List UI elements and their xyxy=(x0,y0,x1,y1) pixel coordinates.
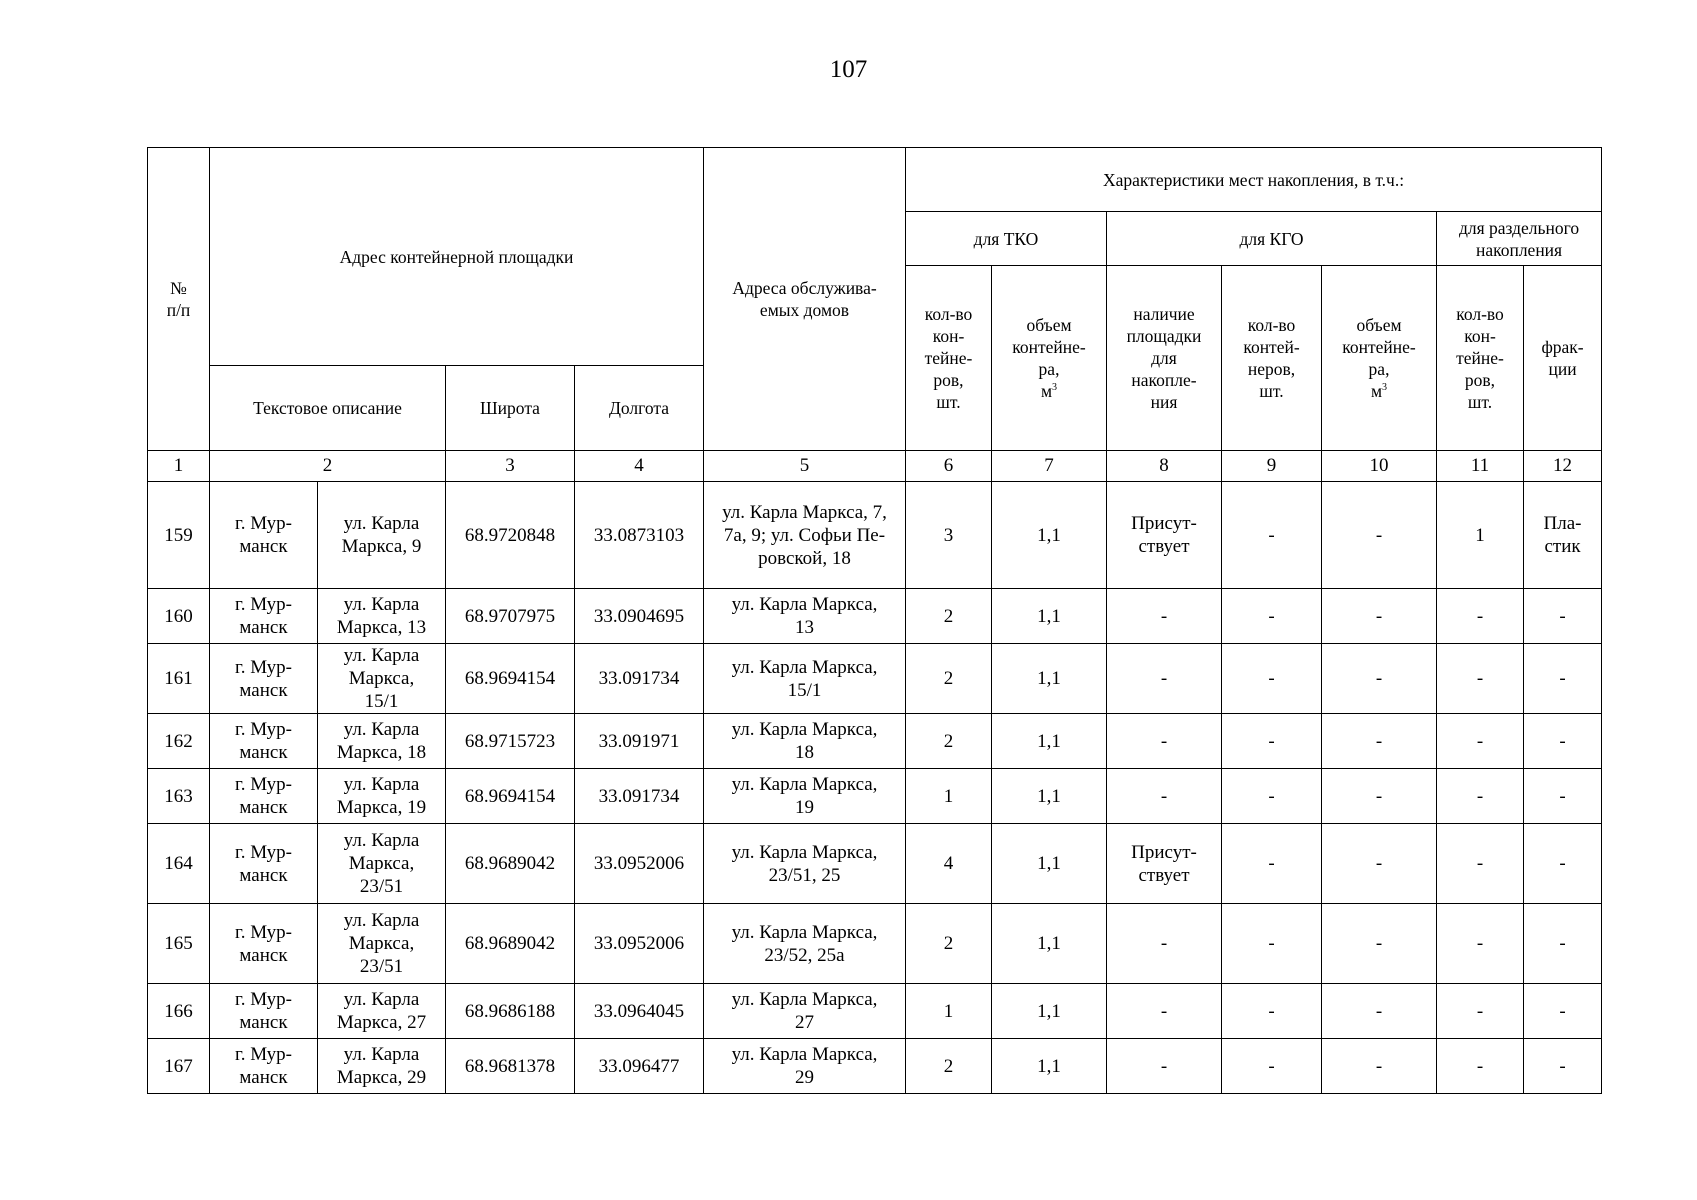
cell-tko-volume: 1,1 xyxy=(992,824,1107,904)
cell-latitude: 68.9689042 xyxy=(446,904,575,984)
cell-row-number: 162 xyxy=(148,714,210,769)
cell-tko-volume: 1,1 xyxy=(992,644,1107,714)
header-tko-volume-text: объем контейне- ра, м xyxy=(1012,315,1086,401)
cell-street: ул. Карла Маркса, 19 xyxy=(318,769,446,824)
cell-longitude: 33.0873103 xyxy=(575,482,704,589)
cell-latitude: 68.9681378 xyxy=(446,1039,575,1094)
column-number: 11 xyxy=(1437,451,1524,482)
cell-tko-volume: 1,1 xyxy=(992,714,1107,769)
header-kgo: для КГО xyxy=(1107,212,1437,266)
cell-row-number: 163 xyxy=(148,769,210,824)
table-row xyxy=(148,714,1602,769)
cell-row-number: 166 xyxy=(148,984,210,1039)
table-row xyxy=(148,904,1602,984)
cell-kgo-site: - xyxy=(1107,904,1222,984)
cell-sep-fractions: - xyxy=(1524,984,1602,1039)
cell-tko-count: 1 xyxy=(906,984,992,1039)
cell-street: ул. Карла Маркса, 27 xyxy=(318,984,446,1039)
cell-sep-count: - xyxy=(1437,904,1524,984)
cell-kgo-volume: - xyxy=(1322,769,1437,824)
cell-sep-count: - xyxy=(1437,589,1524,644)
cell-served-houses: ул. Карла Маркса, 23/51, 25 xyxy=(704,824,906,904)
cell-longitude: 33.091734 xyxy=(575,644,704,714)
column-number: 3 xyxy=(446,451,575,482)
column-number: 8 xyxy=(1107,451,1222,482)
cell-kgo-count: - xyxy=(1222,984,1322,1039)
cell-city: г. Мур- манск xyxy=(210,482,318,589)
cell-kgo-volume: - xyxy=(1322,644,1437,714)
cell-longitude: 33.096477 xyxy=(575,1039,704,1094)
cell-served-houses: ул. Карла Маркса, 15/1 xyxy=(704,644,906,714)
cell-kgo-count: - xyxy=(1222,589,1322,644)
cell-tko-count: 2 xyxy=(906,644,992,714)
cell-city: г. Мур- манск xyxy=(210,904,318,984)
cell-sep-count: - xyxy=(1437,644,1524,714)
cell-latitude: 68.9694154 xyxy=(446,644,575,714)
header-sep-count: кол-во кон- тейне- ров, шт. xyxy=(1437,266,1524,451)
column-number: 1 xyxy=(148,451,210,482)
cell-row-number: 161 xyxy=(148,644,210,714)
cell-latitude: 68.9707975 xyxy=(446,589,575,644)
cell-tko-volume: 1,1 xyxy=(992,589,1107,644)
header-tko-volume xyxy=(992,266,1107,451)
column-number: 7 xyxy=(992,451,1107,482)
cell-kgo-site: - xyxy=(1107,589,1222,644)
cell-tko-volume: 1,1 xyxy=(992,1039,1107,1094)
column-number: 6 xyxy=(906,451,992,482)
header-kgo-volume-cube: 3 xyxy=(1382,382,1388,394)
cell-kgo-volume: - xyxy=(1322,1039,1437,1094)
cell-sep-count: - xyxy=(1437,769,1524,824)
cell-street: ул. Карла Маркса, 23/51 xyxy=(318,904,446,984)
table-row xyxy=(148,589,1602,644)
cell-tko-count: 2 xyxy=(906,589,992,644)
header-text-description: Текстовое описание xyxy=(210,366,446,451)
cell-sep-fractions: Пла- стик xyxy=(1524,482,1602,589)
cell-kgo-volume: - xyxy=(1322,589,1437,644)
cell-latitude: 68.9686188 xyxy=(446,984,575,1039)
cell-tko-count: 2 xyxy=(906,1039,992,1094)
cell-sep-fractions: - xyxy=(1524,714,1602,769)
cell-tko-volume: 1,1 xyxy=(992,904,1107,984)
cell-row-number: 167 xyxy=(148,1039,210,1094)
cell-sep-fractions: - xyxy=(1524,1039,1602,1094)
cell-kgo-count: - xyxy=(1222,714,1322,769)
cell-city: г. Мур- манск xyxy=(210,1039,318,1094)
cell-sep-fractions: - xyxy=(1524,644,1602,714)
cell-served-houses: ул. Карла Маркса, 29 xyxy=(704,1039,906,1094)
cell-sep-count: - xyxy=(1437,1039,1524,1094)
cell-row-number: 164 xyxy=(148,824,210,904)
cell-sep-count: - xyxy=(1437,714,1524,769)
cell-sep-count: - xyxy=(1437,824,1524,904)
column-number: 12 xyxy=(1524,451,1602,482)
cell-kgo-count: - xyxy=(1222,824,1322,904)
cell-kgo-site: Присут- ствует xyxy=(1107,482,1222,589)
cell-served-houses: ул. Карла Маркса, 27 xyxy=(704,984,906,1039)
cell-tko-volume: 1,1 xyxy=(992,482,1107,589)
cell-tko-volume: 1,1 xyxy=(992,769,1107,824)
cell-sep-fractions: - xyxy=(1524,824,1602,904)
cell-served-houses: ул. Карла Маркса, 18 xyxy=(704,714,906,769)
cell-tko-volume: 1,1 xyxy=(992,984,1107,1039)
cell-longitude: 33.091971 xyxy=(575,714,704,769)
cell-kgo-volume: - xyxy=(1322,714,1437,769)
cell-street: ул. Карла Маркса, 18 xyxy=(318,714,446,769)
table-row xyxy=(148,769,1602,824)
cell-street: ул. Карла Маркса, 29 xyxy=(318,1039,446,1094)
cell-longitude: 33.0952006 xyxy=(575,824,704,904)
cell-city: г. Мур- манск xyxy=(210,714,318,769)
cell-kgo-count: - xyxy=(1222,769,1322,824)
cell-kgo-site: - xyxy=(1107,1039,1222,1094)
cell-kgo-site: Присут- ствует xyxy=(1107,824,1222,904)
cell-kgo-volume: - xyxy=(1322,482,1437,589)
column-number: 10 xyxy=(1322,451,1437,482)
cell-city: г. Мур- манск xyxy=(210,769,318,824)
cell-city: г. Мур- манск xyxy=(210,589,318,644)
column-number: 5 xyxy=(704,451,906,482)
header-tko: для ТКО xyxy=(906,212,1107,266)
column-number: 2 xyxy=(210,451,446,482)
cell-kgo-volume: - xyxy=(1322,904,1437,984)
header-kgo-volume-text: объем контейне- ра, м xyxy=(1342,315,1416,401)
cell-kgo-site: - xyxy=(1107,769,1222,824)
cell-row-number: 160 xyxy=(148,589,210,644)
cell-city: г. Мур- манск xyxy=(210,644,318,714)
table-row xyxy=(148,482,1602,589)
header-kgo-volume xyxy=(1322,266,1437,451)
cell-kgo-site: - xyxy=(1107,714,1222,769)
cell-latitude: 68.9715723 xyxy=(446,714,575,769)
cell-longitude: 33.0964045 xyxy=(575,984,704,1039)
column-number: 9 xyxy=(1222,451,1322,482)
cell-kgo-volume: - xyxy=(1322,984,1437,1039)
cell-sep-count: - xyxy=(1437,984,1524,1039)
cell-city: г. Мур- манск xyxy=(210,984,318,1039)
cell-city: г. Мур- манск xyxy=(210,824,318,904)
cell-sep-fractions: - xyxy=(1524,589,1602,644)
cell-kgo-count: - xyxy=(1222,1039,1322,1094)
table-row xyxy=(148,984,1602,1039)
cell-tko-count: 1 xyxy=(906,769,992,824)
cell-kgo-count: - xyxy=(1222,904,1322,984)
column-number-row xyxy=(148,451,1602,482)
cell-longitude: 33.0904695 xyxy=(575,589,704,644)
header-latitude: Широта xyxy=(446,366,575,451)
table-row xyxy=(148,824,1602,904)
cell-served-houses: ул. Карла Маркса, 13 xyxy=(704,589,906,644)
container-sites-table xyxy=(147,147,1602,1094)
cell-kgo-count: - xyxy=(1222,482,1322,589)
header-tko-count: кол-во кон- тейне- ров, шт. xyxy=(906,266,992,451)
cell-latitude: 68.9694154 xyxy=(446,769,575,824)
header-separate: для раздельного накопления xyxy=(1437,212,1602,266)
page-number: 107 xyxy=(829,56,868,83)
cell-tko-count: 4 xyxy=(906,824,992,904)
cell-tko-count: 2 xyxy=(906,904,992,984)
cell-sep-fractions: - xyxy=(1524,769,1602,824)
cell-kgo-count: - xyxy=(1222,644,1322,714)
cell-served-houses: ул. Карла Маркса, 23/52, 25а xyxy=(704,904,906,984)
header-sep-fractions: фрак- ции xyxy=(1524,266,1602,451)
cell-tko-count: 3 xyxy=(906,482,992,589)
cell-street: ул. Карла Маркса, 15/1 xyxy=(318,644,446,714)
header-longitude: Долгота xyxy=(575,366,704,451)
cell-street: ул. Карла Маркса, 13 xyxy=(318,589,446,644)
cell-kgo-site: - xyxy=(1107,984,1222,1039)
cell-longitude: 33.091734 xyxy=(575,769,704,824)
cell-longitude: 33.0952006 xyxy=(575,904,704,984)
header-served-houses: Адреса обслужива- емых домов xyxy=(704,148,906,451)
cell-sep-fractions: - xyxy=(1524,904,1602,984)
cell-street: ул. Карла Маркса, 9 xyxy=(318,482,446,589)
cell-kgo-site: - xyxy=(1107,644,1222,714)
cell-street: ул. Карла Маркса, 23/51 xyxy=(318,824,446,904)
column-number: 4 xyxy=(575,451,704,482)
header-num: № п/п xyxy=(148,148,210,451)
header-tko-volume-cube: 3 xyxy=(1052,382,1058,394)
cell-latitude: 68.9720848 xyxy=(446,482,575,589)
table-body xyxy=(148,482,1602,1094)
cell-kgo-volume: - xyxy=(1322,824,1437,904)
cell-row-number: 159 xyxy=(148,482,210,589)
header-characteristics: Характеристики мест накопления, в т.ч.: xyxy=(906,148,1602,212)
cell-served-houses: ул. Карла Маркса, 19 xyxy=(704,769,906,824)
header-kgo-site: наличие площадки для накопле- ния xyxy=(1107,266,1222,451)
table-row xyxy=(148,644,1602,714)
cell-sep-count: 1 xyxy=(1437,482,1524,589)
cell-served-houses: ул. Карла Маркса, 7, 7а, 9; ул. Софьи Пе- ровской, 18 xyxy=(704,482,906,589)
cell-latitude: 68.9689042 xyxy=(446,824,575,904)
table-row xyxy=(148,1039,1602,1094)
header-address: Адрес контейнерной площадки xyxy=(210,148,704,366)
header-kgo-count: кол-во контей- неров, шт. xyxy=(1222,266,1322,451)
cell-row-number: 165 xyxy=(148,904,210,984)
cell-tko-count: 2 xyxy=(906,714,992,769)
